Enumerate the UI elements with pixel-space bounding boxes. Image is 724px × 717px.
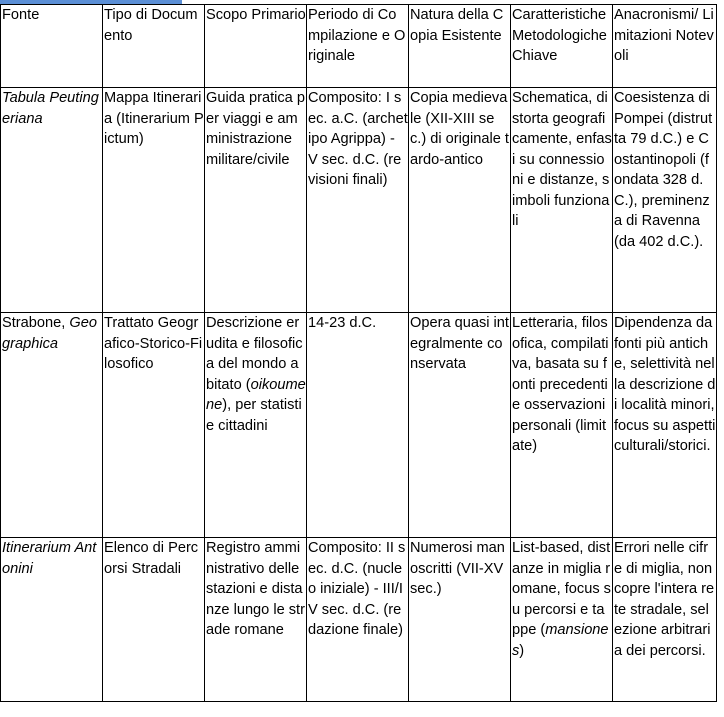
header-scopo: Scopo Primario bbox=[205, 5, 307, 88]
cell-periodo: Composito: II sec. d.C. (nucleo iniziale) - III/IV sec. d.C. (redazione finale) bbox=[307, 538, 409, 702]
cell-anacronismi: Coesistenza di Pompei (distrutta 79 d.C.) e Costantinopoli (fondata 328 d.C.), preminenza di Ravenna (da 402 d.C.). bbox=[613, 88, 717, 313]
cell-tipo: Trattato Geografico-Storico-Filosofico bbox=[103, 313, 205, 538]
fonte-title: Tabula Peutingeriana bbox=[2, 90, 99, 127]
cell-tipo: Mappa Itineraria (Itinerarium Pictum) bbox=[103, 88, 205, 313]
header-row bbox=[1, 5, 717, 88]
caratt-term: mansiones bbox=[512, 622, 609, 659]
caratt-text-post: ) bbox=[519, 642, 525, 659]
cell-caratteristiche: Schematica, distorta geograficamente, enfasi su connessioni e distanze, simboli funzionali bbox=[511, 88, 613, 313]
cell-scopo: Guida pratica per viaggi e amministrazione militare/civile bbox=[205, 88, 307, 313]
cell-anacronismi: Dipendenza da fonti più antiche, selettività nella descrizione di località minori, focus su aspetti culturali/storici. bbox=[613, 313, 717, 538]
sources-table bbox=[0, 4, 717, 702]
cell-periodo: 14-23 d.C. bbox=[307, 313, 409, 538]
cell-natura: Numerosi manoscritti (VII-XV sec.) bbox=[409, 538, 511, 702]
cell-natura: Copia medievale (XII-XIII sec.) di originale tardo-antico bbox=[409, 88, 511, 313]
header-tipo: Tipo di Documento bbox=[103, 5, 205, 88]
table-row bbox=[1, 313, 717, 538]
cell-fonte bbox=[1, 88, 103, 313]
cell-periodo: Composito: I sec. a.C. (archetipo Agrippa) - V sec. d.C. (revisioni finali) bbox=[307, 88, 409, 313]
scopo-term: oikoumene bbox=[206, 376, 306, 413]
cell-caratteristiche bbox=[511, 538, 613, 702]
header-anacronismi: Anacronismi/ Limitazioni Notevoli bbox=[613, 5, 717, 88]
cell-scopo bbox=[205, 313, 307, 538]
scopo-text-pre: Descrizione erudita e filosofica del mondo abitato ( bbox=[206, 315, 303, 393]
caratt-text-pre: List-based, distanze in miglia romane, focus su percorsi e tappe ( bbox=[512, 540, 611, 638]
cell-tipo: Elenco di Percorsi Stradali bbox=[103, 538, 205, 702]
fonte-title: Itinerarium Antonini bbox=[2, 540, 97, 577]
cell-fonte bbox=[1, 313, 103, 538]
header-periodo: Periodo di Compilazione e Originale bbox=[307, 5, 409, 88]
cell-caratteristiche: Letteraria, filosofica, compilativa, basata su fonti precedenti e osservazioni personali (limitate) bbox=[511, 313, 613, 538]
header-fonte: Fonte bbox=[1, 5, 103, 88]
header-caratteristiche: Caratteristiche Metodologiche Chiave bbox=[511, 5, 613, 88]
cell-natura: Opera quasi integralmente conservata bbox=[409, 313, 511, 538]
cell-scopo: Registro amministrativo delle stazioni e distanze lungo le strade romane bbox=[205, 538, 307, 702]
table-row bbox=[1, 88, 717, 313]
cell-fonte bbox=[1, 538, 103, 702]
table-row bbox=[1, 538, 717, 702]
header-natura: Natura della Copia Esistente bbox=[409, 5, 511, 88]
scopo-text-post: ), per statisti e cittadini bbox=[206, 397, 302, 434]
cell-anacronismi: Errori nelle cifre di miglia, non copre l'intera rete stradale, selezione arbitraria dei percorsi. bbox=[613, 538, 717, 702]
fonte-title: Geographica bbox=[2, 315, 97, 352]
fonte-author: Strabone, bbox=[2, 315, 66, 331]
